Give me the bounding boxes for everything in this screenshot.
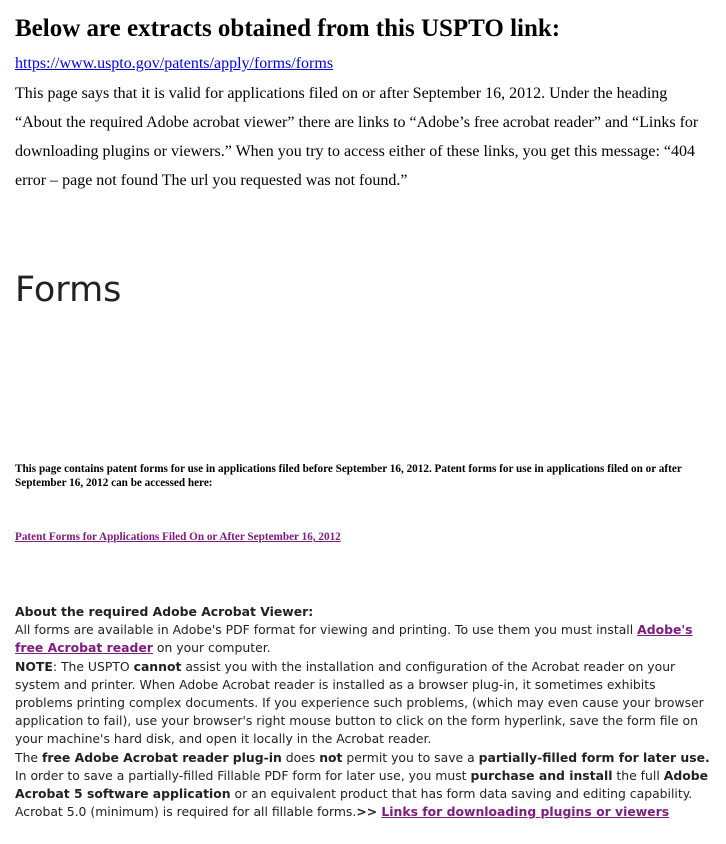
plugin-text-d: In order to save a partially-filled Fillable PDF form for later use, you must [15, 767, 471, 783]
install-text-end: on your computer. [152, 640, 271, 656]
adobe-reader-link[interactable]: Adobe's free Acrobat reader [15, 622, 693, 656]
plugin-purchase: purchase and install [470, 767, 613, 783]
install-text: All forms are available in Adobe's PDF format for viewing and printing. To use them you must install [15, 622, 638, 638]
patent-forms-link[interactable]: Patent Forms for Applications Filed On or After September 16, 2012 [15, 531, 341, 543]
note-label: NOTE [15, 658, 53, 674]
viewer-paragraph-minimum [15, 803, 715, 821]
plugin-text-b: does [281, 749, 320, 765]
note-cannot: cannot [133, 658, 182, 674]
acrobat-viewer-section [15, 603, 715, 821]
note-text-b: assist you with the installation and configuration of the Acrobat reader on your system and printer. When Adobe Acrobat reader is installed as a browser plug-in, it sometimes exhibits problems printing complex documents. If you experience such problems, (which may even cause your browser application to fail), use your browser's right mouse button to click on the form hyperlink, save the form file on your machine's hard disk, and open it locally in the Acrobat reader. [15, 658, 704, 747]
minimum-arrows: >> [356, 804, 382, 820]
viewer-paragraph-install [15, 621, 715, 657]
plugin-partial: partially-filled form for later use. [478, 749, 710, 765]
forms-page-title: Forms [15, 270, 122, 310]
viewer-paragraph-note [15, 658, 715, 749]
plugin-text-f: or an equivalent product that has form data saving and editing capability. [230, 786, 693, 802]
extract-heading: Below are extracts obtained from this USPTO link: [15, 15, 561, 42]
plugin-not: not [319, 749, 343, 765]
plugin-app: Adobe Acrobat 5 software application [15, 767, 708, 802]
plugins-viewers-link[interactable]: Links for downloading plugins or viewers [381, 804, 670, 820]
uspto-url-link[interactable]: https://www.uspto.gov/patents/apply/forms/forms [15, 55, 334, 72]
forms-notice: This page contains patent forms for use in applications filed before September 16, 2012. Patent forms for use in applications filed on or after September 16, 2012 can be accessed here: [15, 463, 682, 489]
plugin-text-a: The [15, 749, 42, 765]
note-text-a: : The USPTO [52, 658, 134, 674]
intro-paragraph: This page says that it is valid for applications filed on or after September 16, 2012. Under the heading “About the required Adobe acrobat viewer” there are links to “Adobe’s free acrobat reader” and “Links for downloading plugins or viewers.” When you try to access either of these links, you get this message: “404 error – page not found The url you requested was not found.” [15, 85, 699, 189]
viewer-paragraph-plugin [15, 749, 715, 804]
plugin-text-c: permit you to save a [342, 749, 479, 765]
viewer-heading: About the required Adobe Acrobat Viewer: [15, 604, 314, 619]
plugin-text-e: the full [612, 767, 664, 783]
plugin-name: free Adobe Acrobat reader plug-in [41, 749, 282, 765]
minimum-text: Acrobat 5.0 (minimum) is required for all fillable forms. [15, 804, 357, 820]
